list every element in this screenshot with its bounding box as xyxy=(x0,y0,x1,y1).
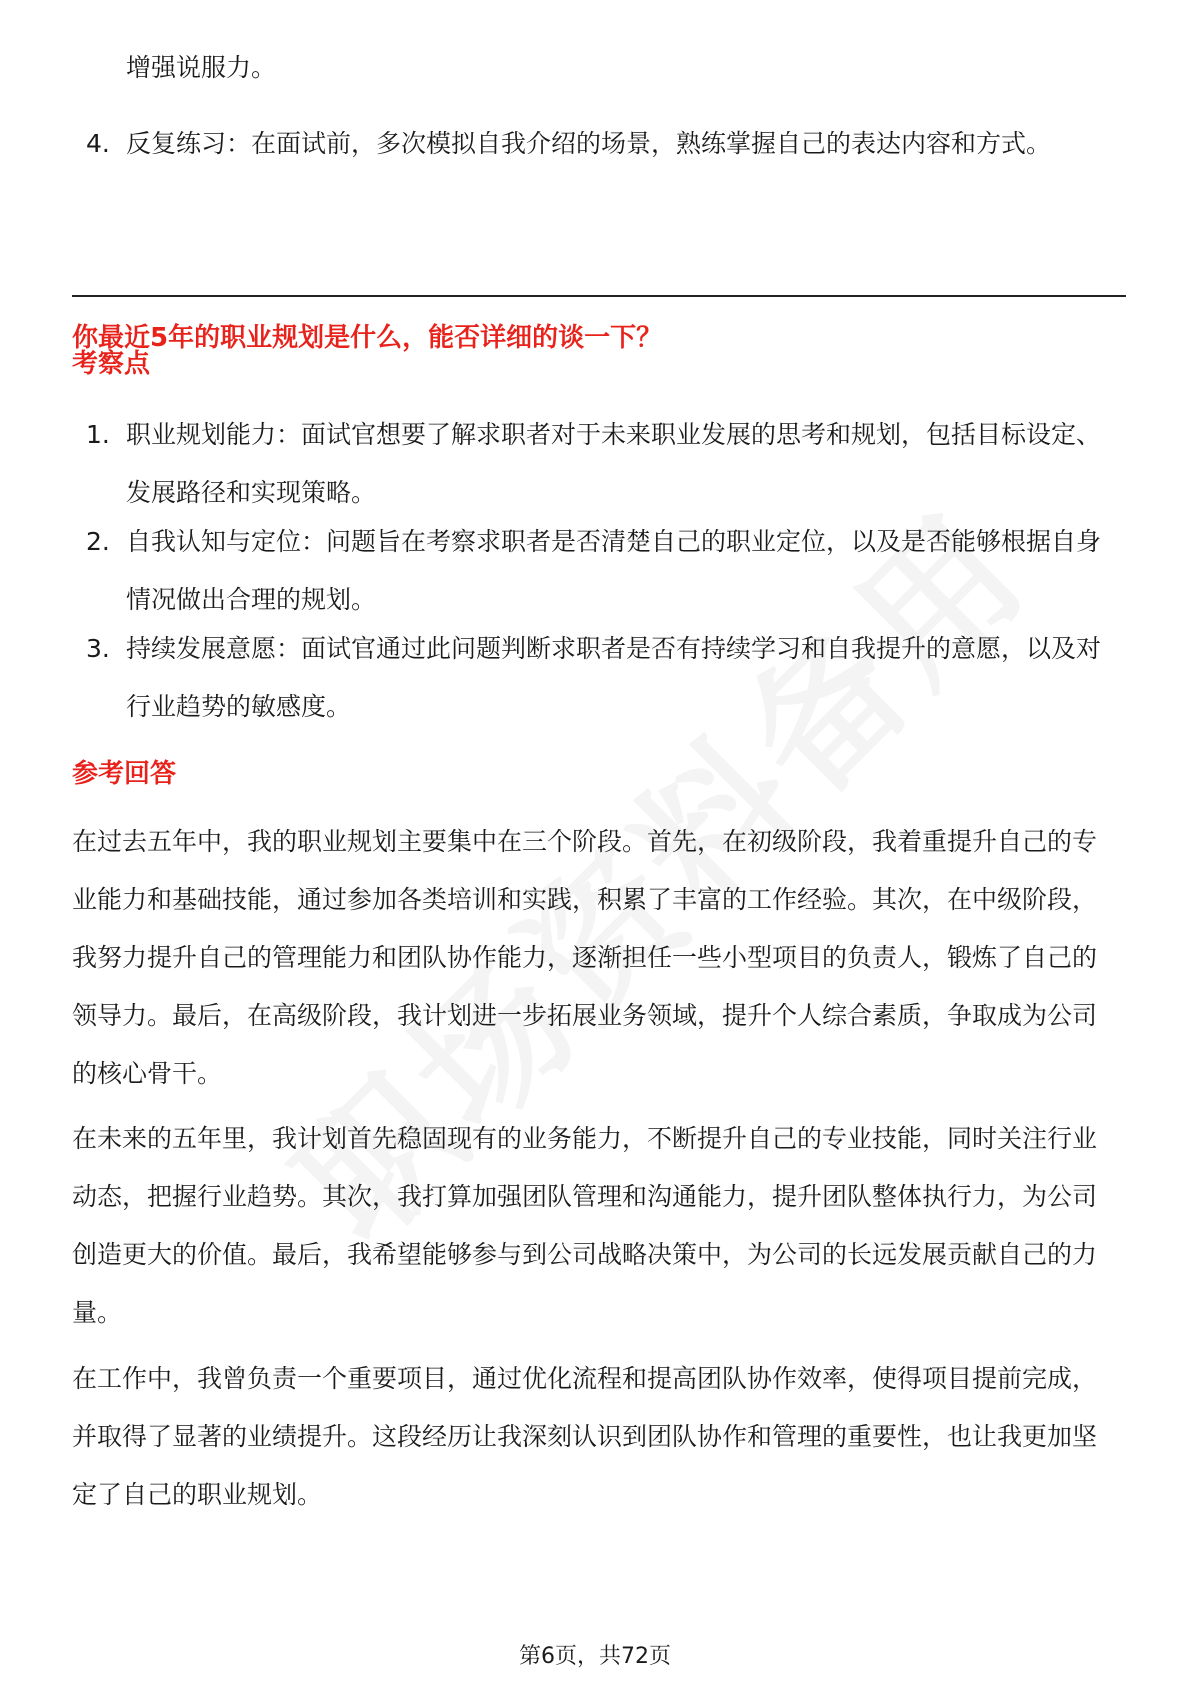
list-item xyxy=(86,115,1110,173)
list-item-number: 4. xyxy=(86,129,110,158)
answer-paragraph: 在工作中，我曾负责一个重要项目，通过优化流程和提高团队协作效率，使得项目提前完成，并取得了显著的业绩提升。这段经历让我深刻认识到团队协作和管理的重要性，也让我更加坚定了自己的职业规划。 xyxy=(72,1364,1098,1509)
list-item-number: 2. xyxy=(86,527,110,556)
reference-answer-title: 参考回答 xyxy=(72,759,177,789)
list-item-number: 3. xyxy=(86,634,110,663)
list-item xyxy=(86,406,1110,522)
answer-paragraph: 在未来的五年里，我计划首先稳固现有的业务能力，不断提升自己的专业技能，同时关注行业动态，把握行业趋势。其次，我打算加强团队管理和沟通能力，提升团队整体执行力，为公司创造更大的价值。最后，我希望能够参与到公司战略决策中，为公司的长远发展贡献自己的力量。 xyxy=(72,1124,1098,1327)
list-item-number: 1. xyxy=(86,420,110,449)
list-item-text: 职业规划能力：面试官想要了解求职者对于未来职业发展的思考和规划，包括目标设定、发展路径和实现策略。 xyxy=(126,420,1102,507)
previous-item-continuation: 增强说服力。 xyxy=(126,53,277,82)
answer-paragraph: 在过去五年中，我的职业规划主要集中在三个阶段。首先，在初级阶段，我着重提升自己的专业能力和基础技能，通过参加各类培训和实践，积累了丰富的工作经验。其次，在中级阶段，我努力提升自己的管理能力和团队协作能力，逐渐担任一些小型项目的负责人，锻炼了自己的领导力。最后，在高级阶段，我计划进一步拓展业务领域，提升个人综合素质，争取成为公司的核心骨干。 xyxy=(72,827,1098,1088)
list-item-text: 反复练习：在面试前，多次模拟自我介绍的场景，熟练掌握自己的表达内容和方式。 xyxy=(126,129,1052,158)
list-item-text: 自我认知与定位：问题旨在考察求职者是否清楚自己的职业定位，以及是否能够根据自身情况做出合理的规划。 xyxy=(126,527,1102,614)
list-item-text: 持续发展意愿：面试官通过此问题判断求职者是否有持续学习和自我提升的意愿，以及对行业趋势的敏感度。 xyxy=(126,634,1102,721)
section-divider xyxy=(72,295,1126,297)
list-item xyxy=(86,620,1110,736)
examine-points-title: 考察点 xyxy=(72,349,151,379)
list-item xyxy=(86,513,1110,629)
page-footer: 第6页，共72页 xyxy=(519,1644,671,1669)
question-heading: 你最近5年的职业规划是什么，能否详细的谈一下？ xyxy=(72,323,663,353)
